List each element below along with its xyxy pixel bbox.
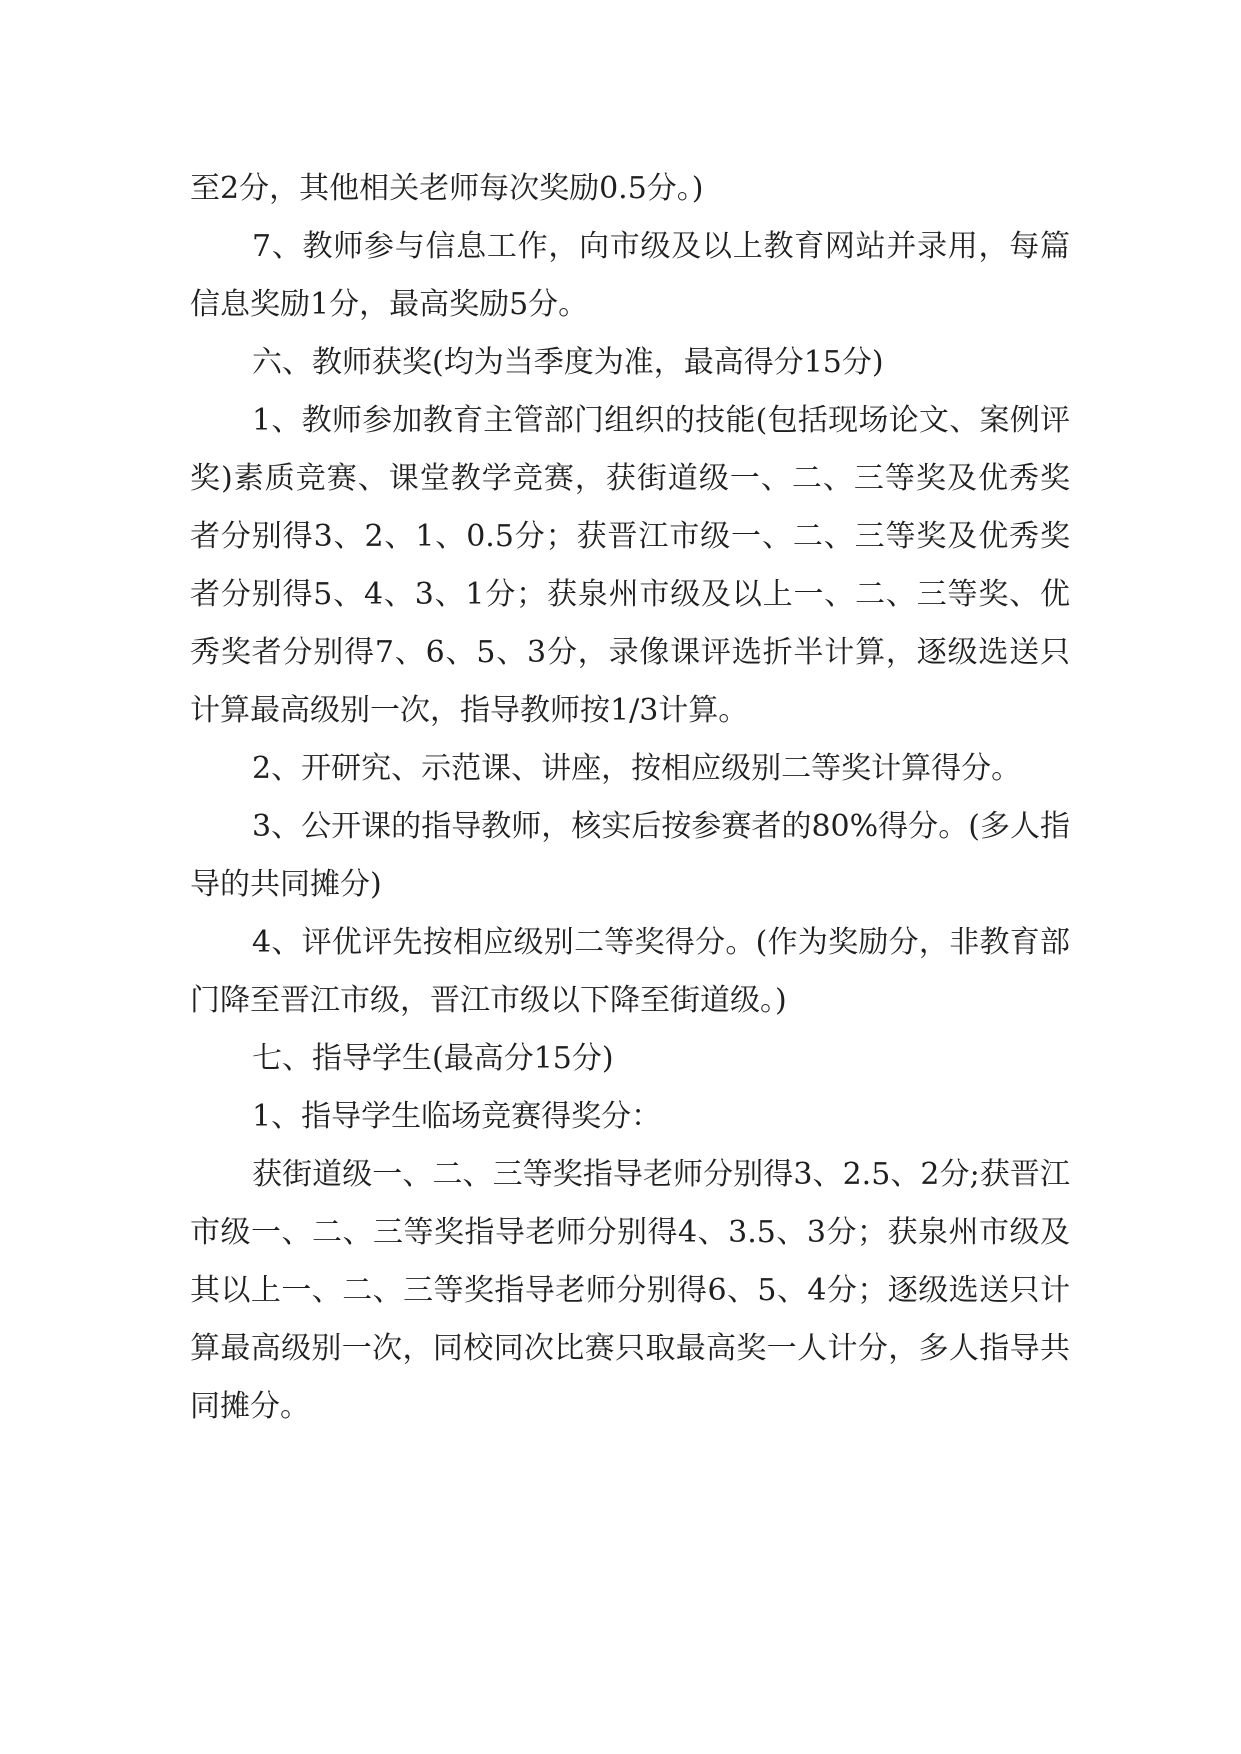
section-heading-six: 六、教师获奖(均为当季度为准，最高得分15分) <box>252 345 884 380</box>
paragraph-continuation: 至2分，其他相关老师每次奖励0.5分。) <box>190 171 704 206</box>
paragraph-six-item-1: 1、教师参加教育主管部门组织的技能(包括现场论文、案例评奖)素质竞赛、课堂教学竞赛，获街道级一、二、三等奖及优秀奖者分别得3、2、1、0.5分；获晋江市级一、二、三等奖及优秀奖者分别得5、4、3、1分；获泉州市级及以上一、二、三等奖、优秀奖者分别得7、6、5、3分，录像课评选折半计算，逐级选送只计算最高级别一次，指导教师按1/3计算。 <box>190 403 1070 728</box>
paragraph-six-item-2: 2、开研究、示范课、讲座，按相应级别二等奖计算得分。 <box>252 751 1022 786</box>
paragraph-seven-item-1: 1、指导学生临场竞赛得奖分： <box>252 1099 662 1134</box>
paragraph-seven-detail: 获街道级一、二、三等奖指导老师分别得3、2.5、2分;获晋江市级一、二、三等奖指导老师分别得4、3.5、3分；获泉州市级及其以上一、二、三等奖指导老师分别得6、5、4分；逐级选送只计算最高级别一次，同校同次比赛只取最高奖一人计分，多人指导共同摊分。 <box>190 1157 1070 1424</box>
paragraph-six-item-3: 3、公开课的指导教师，核实后按参赛者的80%得分。(多人指导的共同摊分) <box>190 809 1070 902</box>
document-body <box>190 160 1070 1436</box>
section-heading-seven: 七、指导学生(最高分15分) <box>252 1041 614 1076</box>
paragraph-item-7: 7、教师参与信息工作，向市级及以上教育网站并录用，每篇信息奖励1分，最高奖励5分。 <box>190 229 1070 322</box>
paragraph-six-item-4: 4、评优评先按相应级别二等奖得分。(作为奖励分，非教育部门降至晋江市级，晋江市级以下降至街道级。) <box>190 925 1070 1018</box>
